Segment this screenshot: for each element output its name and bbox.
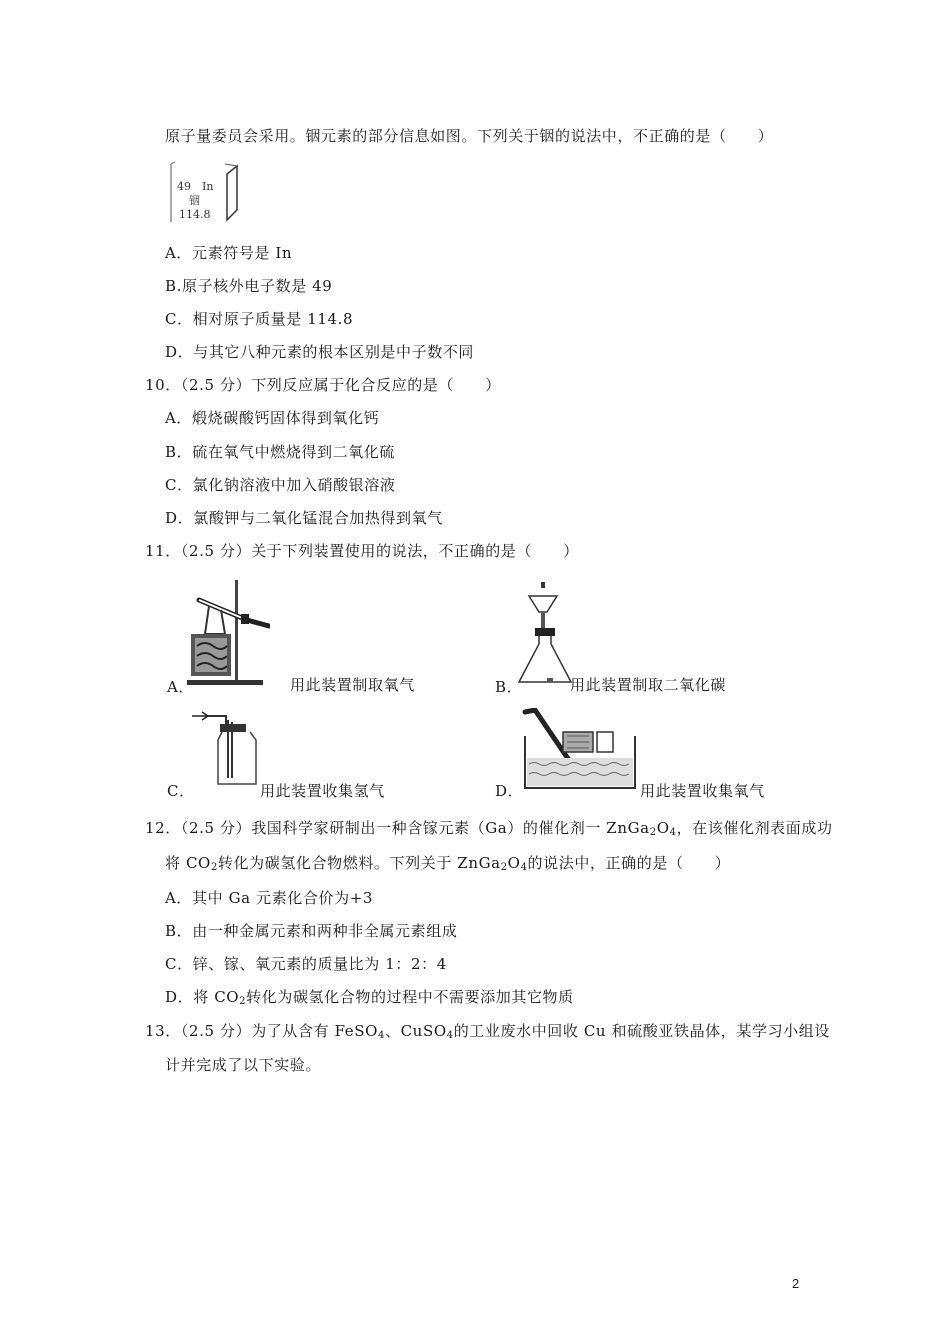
tile-number: 49 xyxy=(177,180,191,193)
tile-symbol: In xyxy=(202,180,214,193)
apparatus-a-heating-tube xyxy=(185,576,270,688)
indium-element-tile xyxy=(165,160,245,228)
q12-option-d: D．将 $CO_2$转化为碳氢化合物的过程中不需要添加其它物质 xyxy=(165,988,574,1007)
q13-stem-line1: 13．（2.5 分）为了从含有 FeSO$_4$、CuSO$_4$的工业废水中回收 Cu 和硫酸亚铁晶体，某学习小组设 xyxy=(145,1022,830,1041)
q11-option-a-text: 用此装置制取氧气 xyxy=(290,676,415,694)
q9-option-d: D．与其它八种元素的根本区别是中子数不同 xyxy=(165,343,475,361)
q12-option-b: B．由一种金属元素和两种非全属元素组成 xyxy=(165,922,458,940)
q9-option-a: A．元素符号是 In xyxy=(165,244,293,262)
q11-option-c-text: 用此装置收集氢气 xyxy=(260,782,385,800)
q11-option-a-letter: A． xyxy=(167,678,195,696)
q9-option-c: C．相对原子质量是 114.8 xyxy=(165,310,354,328)
q10-stem: 10．（2.5 分）下列反应属于化合反应的是（ ） xyxy=(145,376,501,394)
q9-stem-continuation: 原子量委员会采用。铟元素的部分信息如图。下列关于铟的说法中，不正确的是（ ） xyxy=(165,127,774,145)
q10-option-d: D．氯酸钾与二氧化锰混合加热得到氧气 xyxy=(165,509,443,527)
q12-stem-line1: 12．（2.5 分）我国科学家研制出一种含镓元素（Ga）的催化剂一 $ZnGa_2O_4$，在该催化剂表面成功 xyxy=(145,819,833,838)
q10-option-b: B．硫在氧气中燃烧得到二氧化硫 xyxy=(165,443,396,461)
page-number: 2 xyxy=(792,1276,800,1291)
q11-option-b-letter: B． xyxy=(495,678,523,696)
q9-option-b: B.原子核外电子数是 49 xyxy=(165,277,333,295)
tile-mass: 114.8 xyxy=(179,208,211,221)
q11-option-c-letter: C． xyxy=(167,782,195,800)
q12-option-c: C．锌、镓、氧元素的质量比为 1：2：4 xyxy=(165,955,447,973)
q10-option-a: A．煅烧碳酸钙固体得到氧化钙 xyxy=(165,409,380,427)
tile-name: 铟 xyxy=(189,194,200,207)
q11-stem: 11．（2.5 分）关于下列装置使用的说法，不正确的是（ ） xyxy=(145,542,579,560)
q10-option-c: C．氯化钠溶液中加入硝酸银溶液 xyxy=(165,476,396,494)
apparatus-c-gas-bottle xyxy=(190,708,260,788)
apparatus-d-water-trough xyxy=(515,708,641,794)
q12-stem-line2: 将 $CO_2$转化为碳氢化合物燃料。下列关于 $ZnGa_2O_4$的说法中，正确的是（ ） xyxy=(165,854,731,873)
q11-option-d-text: 用此装置收集氧气 xyxy=(640,782,765,800)
apparatus-b-conical-flask xyxy=(515,578,575,690)
q11-option-b-text: 用此装置制取二氧化碳 xyxy=(570,676,727,694)
q11-option-d-letter: D． xyxy=(495,782,524,800)
q12-option-a: A．其中 Ga 元素化合价为+3 xyxy=(165,889,374,907)
q13-stem-line2: 计并完成了以下实验。 xyxy=(165,1056,322,1074)
